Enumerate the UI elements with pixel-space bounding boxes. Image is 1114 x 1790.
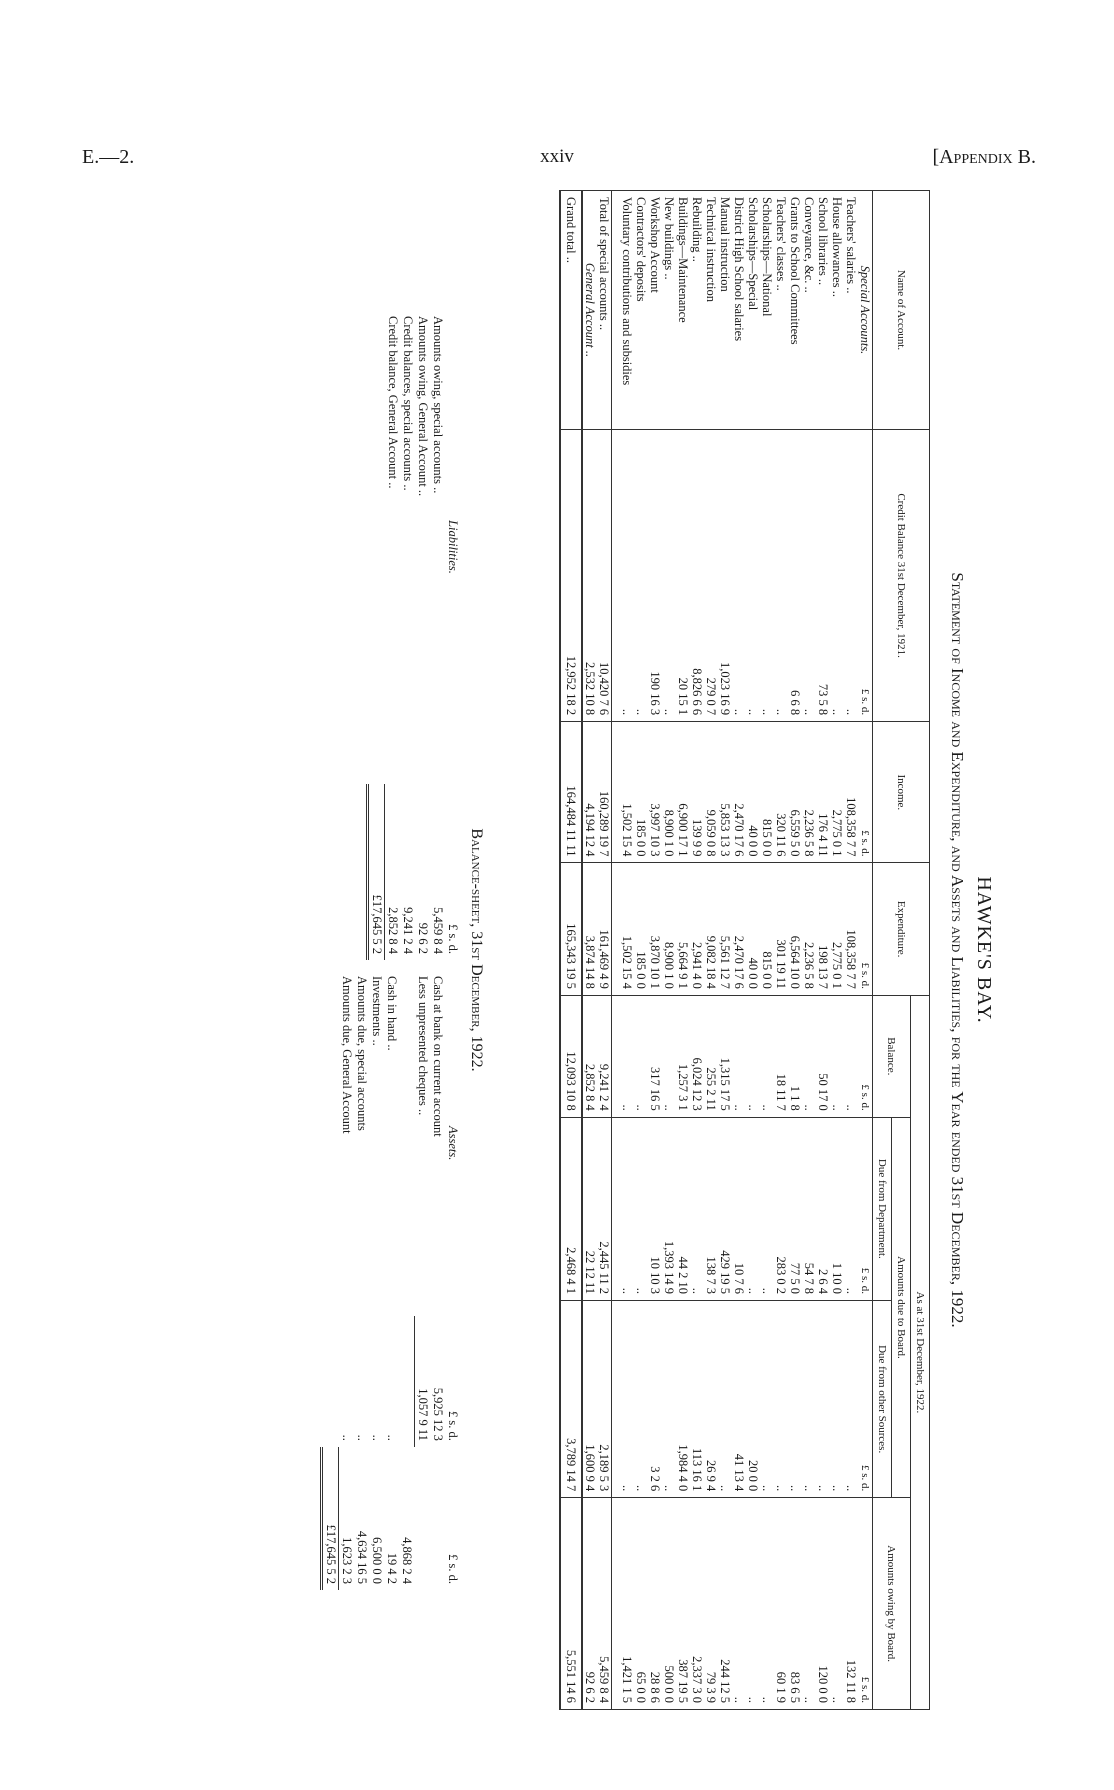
owing-cell: 28 8 6 <box>648 1498 662 1710</box>
units-label: £ s. d. <box>858 863 873 995</box>
due-other-cell: .. <box>718 1301 732 1498</box>
credit-balance-cell: 10,420 7 6 <box>597 430 612 722</box>
account-name: Grand total .. <box>560 191 582 430</box>
expenditure-cell: 108,358 7 7 <box>844 863 858 995</box>
units-label: £ s. d. <box>858 430 873 722</box>
liability-row <box>400 310 415 960</box>
col-owing: Amounts owing by Board. <box>873 1498 911 1710</box>
liabilities-total-row <box>368 310 385 960</box>
liability-value: 9,241 2 4 <box>401 907 415 954</box>
asset-value <box>415 1447 431 1590</box>
due-department-cell: .. <box>620 1117 634 1300</box>
table-row <box>732 191 746 1710</box>
credit-balance-cell: .. <box>802 430 816 722</box>
account-name: Contractors' deposits <box>634 191 648 430</box>
income-cell: 2,775 0 1 <box>830 722 844 863</box>
owing-cell: .. <box>830 1498 844 1710</box>
statement-table <box>559 190 930 1710</box>
expenditure-cell: 198 13 7 <box>816 863 830 995</box>
balance-cell: .. <box>634 995 648 1117</box>
assets-heading: Assets. <box>446 1125 460 1161</box>
table-row <box>676 191 690 1710</box>
asset-label: Amounts due, General Account <box>339 976 354 1134</box>
credit-balance-cell: .. <box>662 430 676 722</box>
expenditure-cell: 815 0 0 <box>760 863 774 995</box>
assets-total: £17,645 5 2 <box>322 1447 339 1590</box>
asset-row <box>430 970 445 1590</box>
balance-cell: 12,093 10 8 <box>560 995 582 1117</box>
owing-cell: 1,421 1 5 <box>620 1498 634 1710</box>
income-cell: 6,900 17 1 <box>676 722 690 863</box>
account-name: House allowances .. <box>830 191 844 430</box>
credit-balance-cell: 20 15 1 <box>676 430 690 722</box>
owing-cell: 132 11 8 <box>844 1498 858 1710</box>
credit-balance-cell: 6 6 8 <box>788 430 802 722</box>
owing-cell: 83 6 5 <box>788 1498 802 1710</box>
assets-total-row <box>322 970 339 1590</box>
expenditure-cell: 2,941 4 0 <box>690 863 704 995</box>
table-row <box>774 191 788 1710</box>
expenditure-cell: 161,469 4 9 <box>597 863 612 995</box>
asset-label: Cash at bank on current account <box>431 976 445 1137</box>
income-cell: 185 0 0 <box>634 722 648 863</box>
asset-inner-value: .. <box>385 1434 399 1441</box>
income-cell: 4,194 12 4 <box>582 722 597 863</box>
due-other-cell: .. <box>802 1301 816 1498</box>
table-row <box>830 191 844 1710</box>
account-name: Manual instruction <box>718 191 732 430</box>
expenditure-cell: 6,564 10 0 <box>788 863 802 995</box>
owing-cell: .. <box>760 1498 774 1710</box>
due-department-cell: .. <box>690 1117 704 1300</box>
owing-cell: 5,459 8 4 <box>597 1498 612 1710</box>
units-label: £ s. d. <box>858 722 873 863</box>
due-department-cell: .. <box>760 1117 774 1300</box>
balance-sheet-title: Balance-sheet, 31st December, 1922. <box>468 828 485 1072</box>
balance-cell: .. <box>844 995 858 1117</box>
expenditure-cell: 2,236 5 8 <box>802 863 816 995</box>
account-name: Conveyance, &c. .. <box>802 191 816 430</box>
account-name: Teachers' salaries .. <box>844 191 858 430</box>
due-department-cell: 44 2 10 <box>676 1117 690 1300</box>
col-credit-balance: Credit Balance 31st December, 1921. <box>873 430 930 722</box>
section-caption: Special Accounts. <box>858 191 873 430</box>
credit-balance-cell: 279 0 7 <box>704 430 718 722</box>
due-other-cell: .. <box>774 1301 788 1498</box>
due-department-cell: 77 5 0 <box>788 1117 802 1300</box>
balance-cell: .. <box>732 995 746 1117</box>
asset-inner-value: 1,057 9 11 <box>415 1316 431 1447</box>
account-name: Total of special accounts .. <box>597 191 612 430</box>
credit-balance-cell: .. <box>774 430 788 722</box>
units-label: £ s. d. <box>446 924 460 954</box>
asset-value: 4,634 16 5 <box>355 1530 369 1584</box>
income-cell: 40 0 0 <box>746 722 760 863</box>
liabilities-heading: Liabilities. <box>446 520 460 574</box>
owing-cell: 92 6 2 <box>582 1498 597 1710</box>
expenditure-cell: 2,470 17 6 <box>732 863 746 995</box>
asset-row <box>369 970 384 1590</box>
asset-inner-value: .. <box>339 1434 354 1441</box>
liability-label: Amounts owing, General Account .. <box>416 316 430 497</box>
liability-label: Credit balances, special accounts .. <box>401 316 415 491</box>
credit-balance-cell: .. <box>830 430 844 722</box>
expenditure-cell: 9,082 18 4 <box>704 863 718 995</box>
col-amounts-due: Amounts due to Board. <box>892 1117 911 1498</box>
balance-cell: 1,315 17 5 <box>718 995 732 1117</box>
income-cell: 2,470 17 6 <box>732 722 746 863</box>
credit-balance-cell: .. <box>620 430 634 722</box>
appendix-label: [Appendix B. <box>932 146 1036 168</box>
due-department-cell: .. <box>746 1117 760 1300</box>
page-number: xxiv <box>540 146 574 167</box>
table-row <box>788 191 802 1710</box>
due-other-cell: 41 13 4 <box>732 1301 746 1498</box>
expenditure-cell: 301 19 11 <box>774 863 788 995</box>
col-balance: Balance. <box>873 995 911 1117</box>
income-cell: 8,900 1 0 <box>662 722 676 863</box>
due-department-cell: 2 6 4 <box>816 1117 830 1300</box>
col-expenditure: Expenditure. <box>873 863 930 995</box>
account-name: Teachers' classes .. <box>774 191 788 430</box>
col-name: Name of Account. <box>873 191 930 430</box>
due-department-cell: .. <box>634 1117 648 1300</box>
credit-balance-cell: .. <box>746 430 760 722</box>
owing-cell: 244 12 5 <box>718 1498 732 1710</box>
expenditure-cell: 5,561 12 7 <box>718 863 732 995</box>
due-department-cell: 54 7 8 <box>802 1117 816 1300</box>
due-other-cell: 26 9 4 <box>704 1301 718 1498</box>
table-row <box>760 191 774 1710</box>
balance-cell: 255 2 11 <box>704 995 718 1117</box>
table-row <box>662 191 676 1710</box>
account-name: District High School salaries <box>732 191 746 430</box>
table-row <box>648 191 662 1710</box>
income-cell: 815 0 0 <box>760 722 774 863</box>
units-label: £ s. d. <box>446 1554 460 1584</box>
liability-label: Amounts owing, special accounts .. <box>431 316 445 494</box>
balance-cell: 2,852 8 4 <box>582 995 597 1117</box>
income-cell: 320 11 6 <box>774 722 788 863</box>
income-cell: 160,289 19 7 <box>597 722 612 863</box>
table-row <box>634 191 648 1710</box>
expenditure-cell: 8,900 1 0 <box>662 863 676 995</box>
balance-cell: 9,241 2 4 <box>597 995 612 1117</box>
expenditure-cell: 1,502 15 4 <box>620 863 634 995</box>
account-name: Buildings—Maintenance <box>676 191 690 430</box>
account-name: General Account .. <box>582 191 597 430</box>
asset-value: 19 4 2 <box>385 1552 399 1584</box>
credit-balance-cell: .. <box>844 430 858 722</box>
rotated-statement <box>85 170 1025 1730</box>
expenditure-cell: 2,775 0 1 <box>830 863 844 995</box>
account-name: Rebuilding .. <box>690 191 704 430</box>
due-department-cell: 283 0 2 <box>774 1117 788 1300</box>
table-row <box>704 191 718 1710</box>
credit-balance-cell: 8,826 6 6 <box>690 430 704 722</box>
col-due-department: Due from Department. <box>873 1117 892 1300</box>
owing-cell: 79 3 9 <box>704 1498 718 1710</box>
liability-value: 92 6 2 <box>416 922 430 954</box>
balance-cell: .. <box>830 995 844 1117</box>
table-row <box>718 191 732 1710</box>
credit-balance-cell: 73 5 8 <box>816 430 830 722</box>
table-row <box>844 191 858 1710</box>
asset-inner-value: 5,925 12 3 <box>431 1387 445 1441</box>
due-department-cell: 429 19 5 <box>718 1117 732 1300</box>
liability-row <box>430 310 445 960</box>
due-other-cell: .. <box>830 1301 844 1498</box>
credit-balance-cell: 1,023 16 9 <box>718 430 732 722</box>
income-cell: 6,559 5 0 <box>788 722 802 863</box>
asset-value: 1,623 2 3 <box>340 1537 354 1584</box>
account-name: Scholarships—National <box>760 191 774 430</box>
account-name: School libraries .. <box>816 191 830 430</box>
expenditure-cell: 185 0 0 <box>634 863 648 995</box>
owing-cell: 500 0 0 <box>662 1498 676 1710</box>
due-other-cell: .. <box>760 1301 774 1498</box>
account-name: New buildings .. <box>662 191 676 430</box>
due-department-cell: 1 10 0 <box>830 1117 844 1300</box>
statement-title: Statement of Income and Expenditure, and Assets and Liabilities, for the Year ended 31st December, 1922. <box>948 572 967 1328</box>
balance-cell: .. <box>620 995 634 1117</box>
units-label: £ s. d. <box>446 1411 460 1441</box>
income-cell: 9,059 0 8 <box>704 722 718 863</box>
income-cell: 5,853 13 3 <box>718 722 732 863</box>
account-name: Workshop Account <box>648 191 662 430</box>
asset-label <box>399 970 415 1316</box>
income-cell: 1,502 15 4 <box>620 722 634 863</box>
balance-cell: 1 1 8 <box>788 995 802 1117</box>
due-department-cell: 22 12 11 <box>582 1117 597 1300</box>
owing-cell: .. <box>732 1498 746 1710</box>
total-row <box>597 191 612 1710</box>
owing-cell: 2,337 3 0 <box>690 1498 704 1710</box>
liabilities-block <box>366 310 460 960</box>
due-other-cell: 2,189 5 3 <box>597 1301 612 1498</box>
asset-value: 4,868 2 4 <box>400 1537 415 1584</box>
table-row <box>620 191 634 1710</box>
balance-cell: 1,257 3 1 <box>676 995 690 1117</box>
owing-cell: .. <box>802 1498 816 1710</box>
asset-value <box>430 1447 445 1590</box>
col-due-other: Due from other Sources. <box>873 1301 892 1498</box>
account-name: Voluntary contributions and subsidies <box>620 191 634 430</box>
liability-row <box>415 310 430 960</box>
due-department-cell: 2,468 4 1 <box>560 1117 582 1300</box>
due-other-cell: 113 16 1 <box>690 1301 704 1498</box>
table-row <box>816 191 830 1710</box>
total-row <box>582 191 597 1710</box>
asset-inner-value <box>399 1316 415 1447</box>
owing-cell: .. <box>746 1498 760 1710</box>
due-other-cell: .. <box>788 1301 802 1498</box>
income-cell: 108,358 7 7 <box>844 722 858 863</box>
col-income: Income. <box>873 722 930 863</box>
expenditure-cell: 3,870 10 1 <box>648 863 662 995</box>
income-cell: 2,236 5 8 <box>802 722 816 863</box>
due-department-cell: 10 10 3 <box>648 1117 662 1300</box>
liabilities-total: £17,645 5 2 <box>368 784 385 960</box>
due-other-cell: .. <box>662 1301 676 1498</box>
asset-row <box>399 970 415 1590</box>
balance-cell: 6,024 12 3 <box>690 995 704 1117</box>
due-other-cell: .. <box>816 1301 830 1498</box>
credit-balance-cell: .. <box>732 430 746 722</box>
expenditure-cell: 3,874 14 8 <box>582 863 597 995</box>
grand-total-row <box>560 191 582 1710</box>
account-name: Technical instruction <box>704 191 718 430</box>
expenditure-cell: 40 0 0 <box>746 863 760 995</box>
credit-balance-cell: 12,952 18 2 <box>560 430 582 722</box>
owing-cell: 120 0 0 <box>816 1498 830 1710</box>
due-department-cell: 10 7 6 <box>732 1117 746 1300</box>
due-department-cell: 2,445 11 2 <box>597 1117 612 1300</box>
expenditure-cell: 5,664 9 1 <box>676 863 690 995</box>
asset-row <box>354 970 369 1590</box>
assets-block <box>320 970 460 1590</box>
income-cell: 176 4 11 <box>816 722 830 863</box>
liability-row <box>385 310 401 960</box>
income-cell: 164,484 11 11 <box>560 722 582 863</box>
units-label: £ s. d. <box>858 1498 873 1710</box>
income-cell: 3,997 10 3 <box>648 722 662 863</box>
balance-cell: 317 16 5 <box>648 995 662 1117</box>
units-label: £ s. d. <box>858 1117 873 1300</box>
due-other-cell: 1,600 9 4 <box>582 1301 597 1498</box>
due-other-cell: 3,789 14 7 <box>560 1301 582 1498</box>
credit-balance-cell: 190 16 3 <box>648 430 662 722</box>
units-label: £ s. d. <box>858 1301 873 1498</box>
due-department-cell: 1,393 14 9 <box>662 1117 676 1300</box>
income-cell: 139 9 9 <box>690 722 704 863</box>
table-row <box>802 191 816 1710</box>
credit-balance-cell: .. <box>634 430 648 722</box>
balance-cell: 50 17 0 <box>816 995 830 1117</box>
asset-label: Less unpresented cheques .. <box>415 976 430 1116</box>
district-title: HAWKE'S BAY. <box>973 876 995 1024</box>
balance-cell: .. <box>760 995 774 1117</box>
asset-value: 6,500 0 0 <box>370 1537 384 1584</box>
balance-cell: 18 11 7 <box>774 995 788 1117</box>
asset-inner-value: .. <box>370 1434 384 1441</box>
due-other-cell: 20 0 0 <box>746 1301 760 1498</box>
asset-row <box>339 970 355 1590</box>
due-other-cell: .. <box>844 1301 858 1498</box>
asset-label: Investments .. <box>370 976 384 1046</box>
due-department-cell: 138 7 3 <box>704 1117 718 1300</box>
asset-label: Amounts due, special accounts <box>355 976 369 1131</box>
page-ref: E.—2. <box>82 146 135 168</box>
due-other-cell: .. <box>620 1301 634 1498</box>
col-as-at: As at 31st December, 1922. <box>911 995 930 1709</box>
owing-cell: 60 1 9 <box>774 1498 788 1710</box>
due-other-cell: 3 2 6 <box>648 1301 662 1498</box>
asset-row <box>415 970 431 1590</box>
table-row <box>746 191 760 1710</box>
due-other-cell: 1,984 4 0 <box>676 1301 690 1498</box>
units-label: £ s. d. <box>858 995 873 1117</box>
owing-cell: 65 0 0 <box>634 1498 648 1710</box>
account-name: Scholarships—Special <box>746 191 760 430</box>
asset-row <box>384 970 399 1590</box>
asset-inner-value: .. <box>355 1434 369 1441</box>
owing-cell: 5,551 14 6 <box>560 1498 582 1710</box>
balance-cell: .. <box>802 995 816 1117</box>
balance-cell: .. <box>662 995 676 1117</box>
asset-label: Cash in hand .. <box>385 976 399 1051</box>
owing-cell: 387 19 5 <box>676 1498 690 1710</box>
liability-value: 5,459 8 4 <box>431 907 445 954</box>
balance-cell: .. <box>746 995 760 1117</box>
account-name: Grants to School Committees <box>788 191 802 430</box>
credit-balance-cell: 2,532 10 8 <box>582 430 597 722</box>
table-row <box>690 191 704 1710</box>
credit-balance-cell: .. <box>760 430 774 722</box>
liability-value: 2,852 8 4 <box>386 907 400 954</box>
due-department-cell: .. <box>844 1117 858 1300</box>
expenditure-cell: 165,343 19 5 <box>560 863 582 995</box>
liability-label: Credit balance, General Account .. <box>385 316 400 489</box>
row-spacer <box>612 191 621 1710</box>
due-other-cell: .. <box>634 1301 648 1498</box>
